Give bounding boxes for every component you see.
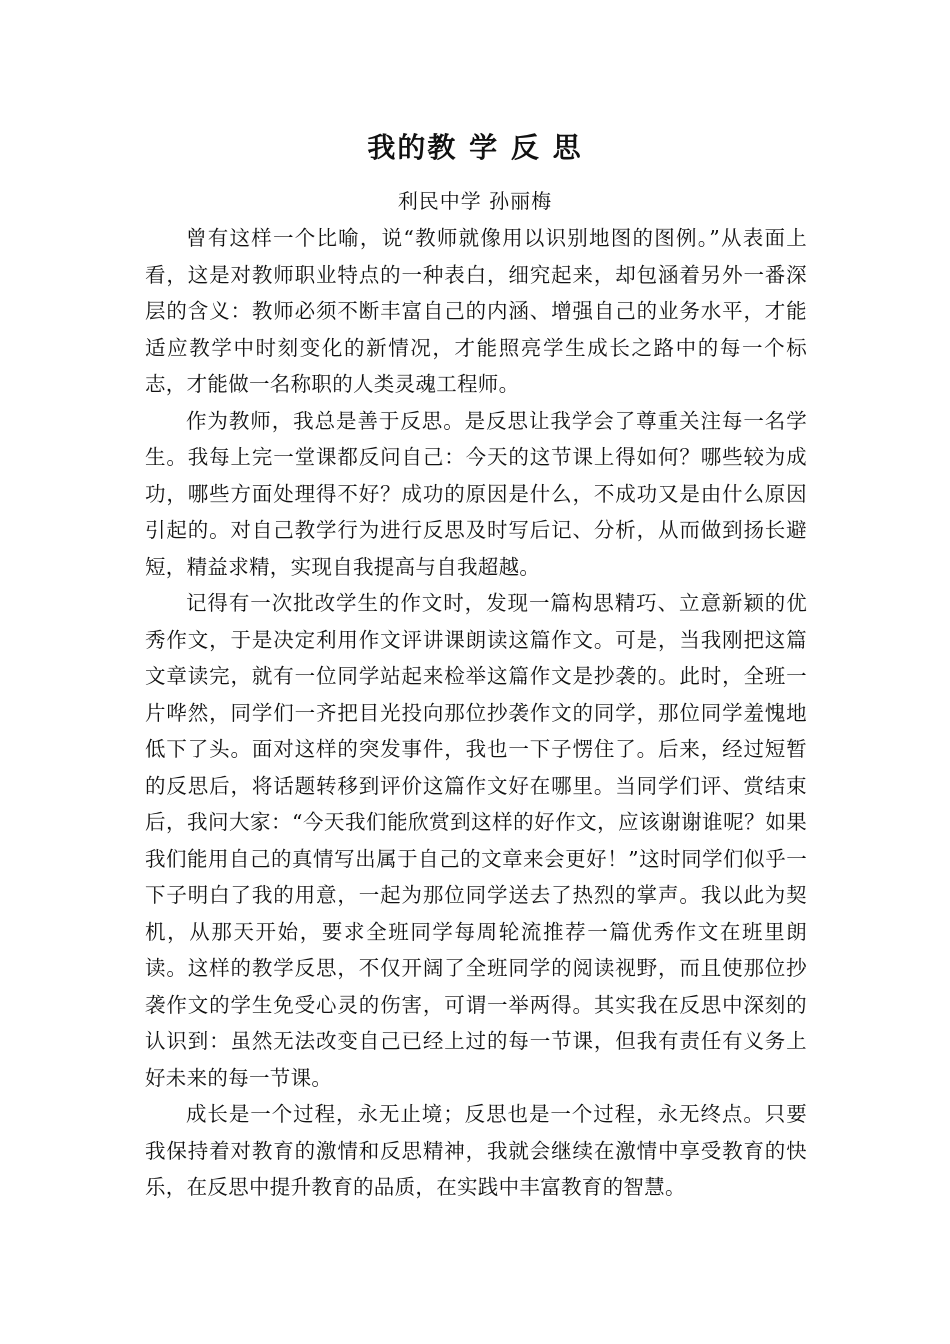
paragraph-1: 曾有这样一个比喻，说“教师就像用以识别地图的图例。”从表面上看，这是对教师职业特点的一种表白，细究起来，却包涵着另外一番深层的含义：教师必须不断丰富自己的内涵、增强自己的业务水平，才能适应教学中时刻变化的新情况，才能照亮学生成长之路中的每一个标志，才能做一名称职的人类灵魂工程师。 bbox=[145, 226, 807, 396]
document-body bbox=[145, 220, 807, 1206]
paragraph-3: 记得有一次批改学生的作文时，发现一篇构思精巧、立意新颖的优秀作文，于是决定利用作文评讲课朗读这篇作文。可是，当我刚把这篇文章读完，就有一位同学站起来检举这篇作文是抄袭的。此时，全班一片哗然，同学们一齐把目光投向那位抄袭作文的同学，那位同学羞愧地低下了头。面对这样的突发事件，我也一下子愣住了。后来，经过短暂的反思后，将话题转移到评价这篇作文好在哪里。当同学们评、赏结束后，我问大家：“今天我们能欣赏到这样的好作文，应该谢谢谁呢？如果我们能用自己的真情写出属于自己的文章来会更好！”这时同学们似乎一下子明白了我的用意，一起为那位同学送去了热烈的掌声。我以此为契机，从那天开始，要求全班同学每周轮流推荐一篇优秀作文在班里朗读。这样的教学反思，不仅开阔了全班同学的阅读视野，而且使那位抄袭作文的学生免受心灵的伤害，可谓一举两得。其实我在反思中深刻的认识到：虽然无法改变自己已经上过的每一节课，但我有责任有义务上好未来的每一节课。 bbox=[145, 591, 807, 1090]
paragraph-2: 作为教师，我总是善于反思。是反思让我学会了尊重关注每一名学生。我每上完一堂课都反问自己：今天的这节课上得如何？哪些较为成功，哪些方面处理得不好？成功的原因是什么，不成功又是由什么原因引起的。对自己教学行为进行反思及时写后记、分析，从而做到扬长避短，精益求精，实现自我提高与自我超越。 bbox=[145, 408, 807, 579]
paragraph-4: 成长是一个过程，永无止境；反思也是一个过程，永无终点。只要我保持着对教育的激情和反思精神，我就会继续在激情中享受教育的快乐，在反思中提升教育的品质，在实践中丰富教育的智慧。 bbox=[145, 1102, 807, 1199]
document-author: 利民中学 孙丽梅 bbox=[397, 189, 553, 213]
document-title: 我的教 学 反 思 bbox=[367, 131, 583, 164]
